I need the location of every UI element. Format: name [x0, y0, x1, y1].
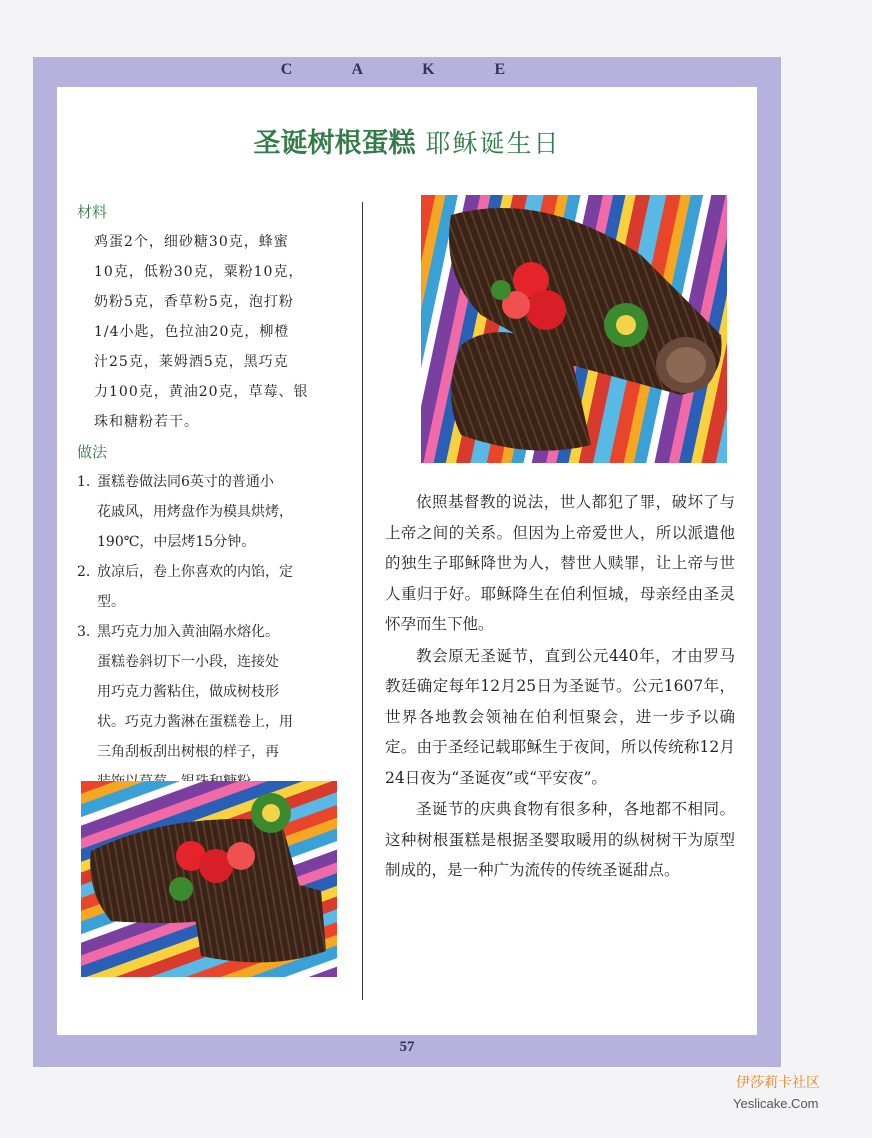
ingredients-line: 力100克，黄油20克，草莓、银	[94, 384, 309, 400]
step-number: 2.	[77, 564, 91, 580]
method-step	[77, 617, 347, 797]
step-number: 1.	[77, 474, 91, 490]
ingredients-line: 珠和糖粉若干。	[94, 414, 199, 430]
ingredients-line: 1/4小匙，色拉油20克，柳橙	[94, 324, 290, 340]
story-paragraph: 依照基督教的说法，世人都犯了罪，破坏了与上帝之间的关系。但因为上帝爱世人，所以派遣他的独生子耶稣降世为人，替世人赎罪，让上帝与世人重归于好。耶稣降生在伯利恒城，母亲经由圣灵怀孕而生下他。	[385, 493, 735, 633]
ingredients-list	[77, 227, 347, 437]
page-content	[57, 87, 757, 1035]
watermark-cn: 伊莎莉卡社区	[736, 1075, 820, 1091]
method-step	[77, 467, 347, 557]
cake-photo-bottom	[81, 781, 337, 977]
step-line: 花戚风，用烤盘作为模具烘烤，	[97, 504, 293, 520]
story-paragraph: 教会原无圣诞节，直到公元440年，才由罗马教廷确定每年12月25日为圣诞节。公元1607年，世界各地教会领袖在伯利恒聚会，进一步予以确定。由于圣经记载耶稣生于夜间，所以传统称12月24日夜为“圣诞夜”或“平安夜”。	[385, 646, 735, 787]
recipe-title	[57, 121, 757, 160]
watermark-url: Yeslicake.Com	[733, 1096, 819, 1111]
method-step	[77, 557, 347, 617]
step-line: 三角刮板刮出树根的样子，再	[97, 744, 279, 760]
page-number: 57	[399, 1039, 415, 1055]
story-paragraph: 圣诞节的庆典食物有很多种，各地都不相同。这种树根蛋糕是根据圣婴取暖用的纵树树干为原型制成的，是一种广为流传的传统圣诞甜点。	[385, 800, 735, 879]
cake-photo-top	[421, 195, 727, 463]
method-label: 做法	[77, 443, 108, 461]
step-line: 蛋糕卷做法同6英寸的普通小	[97, 474, 274, 490]
step-line: 型。	[97, 594, 125, 610]
recipe-column	[77, 197, 347, 797]
ingredients-line: 鸡蛋2个，细砂糖30克，蜂蜜	[94, 234, 289, 250]
ingredients-line: 汁25克，莱姆酒5克，黑巧克	[94, 354, 289, 370]
step-line: 蛋糕卷斜切下一小段，连接处	[97, 654, 279, 670]
step-line: 190℃，中层烤15分钟。	[97, 534, 256, 550]
page-frame	[33, 57, 781, 1067]
column-divider	[362, 202, 363, 1000]
step-line: 放凉后，卷上你喜欢的内馅，定	[97, 564, 293, 580]
ingredients-line: 10克，低粉30克，粟粉10克，	[94, 264, 304, 280]
title-sub: 耶稣诞生日	[425, 129, 561, 158]
ingredients-line: 奶粉5克，香草粉5克，泡打粉	[94, 294, 294, 310]
step-line: 状。巧克力酱淋在蛋糕卷上，用	[97, 714, 293, 730]
story-text	[385, 487, 735, 887]
step-line: 黑巧克力加入黄油隔水熔化。	[97, 624, 279, 640]
step-number: 3.	[77, 624, 91, 640]
step-line: 用巧克力酱粘住，做成树枝形	[97, 684, 279, 700]
section-header: C A K E	[280, 61, 534, 78]
ingredients-label: 材料	[77, 203, 108, 221]
method-steps	[77, 467, 347, 797]
title-main: 圣诞树根蛋糕	[253, 128, 416, 159]
